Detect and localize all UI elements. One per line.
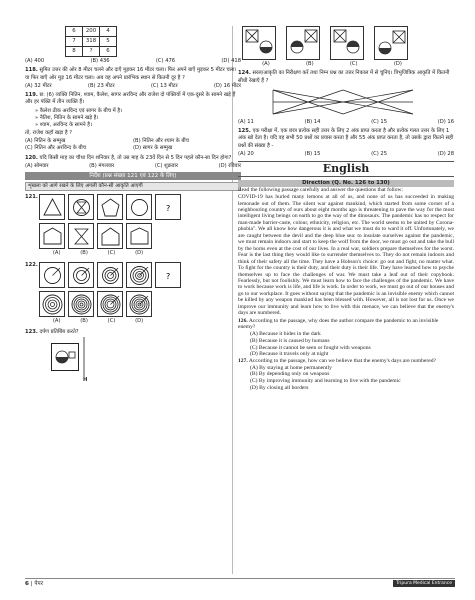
option: (C) 25 (371, 151, 388, 158)
option: (D) 418 (221, 58, 241, 64)
footer-separator: | (30, 581, 33, 587)
question-text: According to the passage, how can we believe that the enemy's days are numbered? (248, 357, 436, 364)
option: (B) मंगलवार (89, 162, 115, 169)
answer-figure (126, 223, 152, 249)
answer-options (238, 119, 454, 126)
option: (C) Because it cannot be seen or fought with weapons (250, 344, 371, 351)
mirror-line (81, 337, 87, 377)
answer-label: (A) (52, 317, 61, 324)
option: (B) 15 (304, 151, 321, 158)
problem-figure (39, 262, 65, 288)
question-number: 126. (238, 317, 248, 324)
answer-options (238, 151, 454, 158)
question-120 (25, 155, 241, 162)
question-number: 120. (25, 154, 38, 161)
condition-list (25, 108, 241, 130)
option: (D) सागर के सम्मुख (133, 145, 173, 152)
condition-item: » कैलेश ठीक अरविन्द एवं सागर के बीच में है। (35, 107, 123, 114)
question-text: सरल/आकृति का निरीक्षण करें तथा निम्न प्रश्न का उत्तर निकाल में से चुनिए। त्रिभुजित्रिक आकृति में कितनी सीधी रेखाएँ हैं ? (238, 70, 450, 84)
mirror-problem-figure (51, 343, 79, 371)
option: (B) 14 (304, 118, 321, 125)
question-text: यदि किसी माह का चौथा दिन शनिवार है, तो उस माह के 23वें दिन से 5 दिन पहले कौन-सा दिन होगा? (39, 154, 232, 161)
answer-label: (D) (135, 317, 144, 324)
grid-cell: 8 (66, 47, 83, 57)
question-text: छ: (6) व्यक्ति नितिन, श्याम, कैलेश, सागर अरविन्द और राजेश दो पंक्तियों में एक-दूसरे के सामने खड़े हैं और हर पंक्ति में तीन व्यक्ति हैं। (25, 92, 236, 106)
option: (A) Because it hides in the dark (250, 331, 321, 338)
question-text: एक परीक्षा में, एक छात्र प्रत्येक सही उत्तर के लिए 2 अंक प्राप्त करता है और प्रत्येक गलत उत्तर के लिए 1 अंक खो देता है। यदि वह सभी 50 प्रश्नों का प्रयास करता है और 55 अंक प्राप्त करता है, तो उसके द्वारा कितने सही प्रश्नों की संख्या है - (238, 128, 454, 149)
option: (C) 15 (371, 118, 388, 125)
answer-figures (39, 291, 181, 317)
answer-figure (126, 291, 152, 317)
direction-subtext: शृंखला को आगे रखने के लिए अगली कौन-सी आकृति आएगी (25, 182, 241, 191)
grid-cell: 6 (100, 47, 117, 57)
answer-labels (43, 318, 153, 325)
option: (C) शुक्रवार (154, 162, 179, 169)
question-125 (238, 128, 454, 150)
answer-options (25, 83, 241, 90)
answer-label: (D) (393, 61, 402, 67)
answer-label: (B) (80, 317, 88, 324)
answer-label: (D) (135, 250, 144, 257)
problem-figure (126, 194, 152, 220)
option: (C) 13 मीटर (150, 82, 178, 89)
option: (A) 11 (238, 118, 254, 125)
option: (A) 400 (25, 58, 45, 64)
answer-labels (244, 61, 420, 68)
question-number: 125. (238, 128, 251, 135)
answer-label: (C) (107, 317, 116, 324)
question-118 (25, 67, 241, 82)
answer-figure (68, 291, 94, 317)
mirror-figure (51, 337, 241, 377)
option: (D) 16 मीटर (213, 82, 241, 89)
answer-label: (C) (107, 250, 116, 257)
question-number: 121. (25, 194, 38, 201)
question-119 (25, 92, 241, 107)
option: (C) 476 (155, 58, 176, 64)
answer-figure (39, 291, 65, 317)
option: (B) Because it is caused by humans (250, 337, 330, 344)
answer-label: (A) (262, 61, 270, 67)
number-grid (65, 26, 117, 57)
direction-banner: निर्देश (प्रश्न संख्या 121 एवं 122 के लिए) (25, 172, 241, 180)
option: (B) 436 (90, 58, 110, 64)
question-124 (238, 70, 454, 85)
answer-figure (68, 223, 94, 249)
option: (A) 32 मीटर (25, 82, 52, 89)
question-122 (25, 262, 241, 327)
question-text: सुमित उत्तर की ओर 8 मीटर चलने और दाएँ मुड़कर 16 मीटर चला। फिर अपने बाएँ मुड़कर 5 मीटर चला। या फिर बाएँ ओर मुड़ 16 मीटर चला। अब वह अपने प्रारंभिक स्थान से कितनी दूर है ? (25, 67, 237, 81)
question-121 (25, 194, 241, 259)
question-127 (238, 358, 454, 392)
option: (D) By closing all borders (250, 384, 309, 391)
question-number: 127. (238, 357, 248, 364)
reading-passage: COVID-19 has hurled many lemons at all of us, and none of us has succeeded in making lemonade out of them. The silent war against mankind, which started from some corner of a neighbouring country of ours about eight months ago is threatening to pave the way for the most intelligent living beings on earth to go the way of the dinosaurs. The pandemic has no respect for man-made barrier-caste, colour, ethnicity, religion, etc. The world seems to be united by Corona-phobia". We all know how dangerous it is and what we must do to ward it off. Unfortunately, we are caught between the devil and the deep blue sea: to insulate ourselves against the pandemic, we must remain indoors and start to keep the wolf from the door, we must go out and take the bull by the horns even at the cost of our lives. In a real war, soldiers prepare themselves for the worst. Fear is the last thing they would like to surrender themselves to. They do not remain indoors and think of their safety all the time. They have a Hobson's choice: go out and fight, no matter what. To fight for the country is their duty, and their duty is their life. They have learned how to psyche themselves up to face the challenges of war. We must take a leaf out of their copybook. Fearlessly, but not foolishly. We must learn how to face the challenges of the pandemic. We have to work because work is life, and life is work. In order to work, we must go out of our houses and go to our workplace. It goes without saying that the pandemic is an invisible enemy which cannot be killed by any weapon mankind has been blessed with. However, all is not lost for us. Once we improve our immunity and learn how to live with this menace, we can believe that the enemy's days are numbered. (238, 194, 454, 317)
problem-figure (68, 194, 94, 220)
condition-item: » श्याम, अरविन्द के सामने है। (35, 122, 92, 129)
option: (D) रविवार (218, 162, 241, 169)
grid-cell: 4 (100, 27, 117, 37)
question-number: 123. (25, 329, 38, 336)
grid-cell: ? (83, 47, 100, 57)
answer-figure (97, 291, 123, 317)
grid-cell: 200 (83, 27, 100, 37)
problem-figure (68, 262, 94, 288)
line-figure (268, 87, 454, 117)
left-column (25, 26, 241, 385)
problem-figure (126, 262, 152, 288)
answer-label: (B) (306, 61, 314, 67)
option: (A) 20 (238, 151, 254, 158)
option: (A) सोमवार (25, 162, 49, 169)
answer-figures-123 (242, 26, 454, 60)
direction-subtext: Read the following passage carefully and answer the questions that follow: (238, 186, 403, 193)
right-column (238, 26, 454, 391)
answer-figure (374, 26, 408, 60)
footer-tag: Tripura Medical Entrance (393, 580, 455, 587)
page-footer (25, 578, 455, 589)
option: (D) 16 (437, 118, 454, 125)
answer-label: (B) (80, 250, 88, 257)
option: (B) नितिन और श्याम के बीच (133, 137, 189, 144)
question-123 (25, 329, 241, 336)
problem-figures (39, 262, 181, 288)
section-title: English (238, 161, 454, 176)
option: (A) By staying at home permanently (250, 364, 332, 371)
option: (B) By depending only on weapons (250, 371, 330, 378)
problem-figure-question (155, 194, 181, 220)
page-number: 6 (25, 581, 29, 587)
answer-figure (39, 223, 65, 249)
answer-label: (C) (349, 61, 358, 67)
answer-figure (286, 26, 320, 60)
option: (A) नितिन के सम्मुख (25, 137, 66, 144)
problem-figure (97, 262, 123, 288)
answer-figure (97, 223, 123, 249)
svg-text:?: ? (166, 271, 171, 281)
question-126 (238, 318, 454, 358)
problem-figure-question (155, 262, 181, 288)
option: (C) By improving immunity and learning to live with the pandemic (250, 378, 401, 385)
answer-options (25, 163, 241, 170)
answer-options (25, 58, 241, 65)
answer-figure (330, 26, 364, 60)
grid-cell: 318 (83, 37, 100, 47)
grid-cell: 6 (66, 27, 83, 37)
question-number: 118. (25, 67, 38, 74)
mirror-label: H (83, 377, 88, 384)
problem-figure (97, 194, 123, 220)
svg-text:?: ? (166, 204, 171, 214)
problem-figures (39, 194, 181, 220)
direction-banner: Direction (Q. No. 126 to 130) (238, 180, 454, 187)
question-ask: तो, राजेश कहाँ खड़ा है ? (25, 129, 72, 136)
question-number: 119. (25, 92, 38, 99)
option: (D) 28 (437, 151, 454, 158)
question-number: 122. (25, 261, 38, 268)
question-number: 124. (238, 70, 251, 77)
answer-figures (39, 223, 181, 249)
footer-label: पेपर (34, 581, 44, 587)
grid-cell: 7 (66, 37, 83, 47)
question-text: दर्पण प्रतिबिंब करते? (39, 329, 79, 336)
option: (C) नितिन और अरविन्द के बीच (25, 145, 86, 152)
answer-options (25, 138, 241, 153)
answer-labels (43, 250, 153, 257)
grid-cell: 5 (100, 37, 117, 47)
answer-figure (242, 26, 276, 60)
option: (D) Because it travels only at night (250, 351, 329, 358)
answer-label: (A) (52, 250, 61, 257)
condition-item: » नैतिश, नितिन के सामने खड़े है। (35, 115, 99, 122)
problem-figure (39, 194, 65, 220)
question-text: According to the passage, why does the author compare the pandemic to an invisible enemy? (238, 317, 439, 331)
option: (B) 23 मीटर (87, 82, 115, 89)
